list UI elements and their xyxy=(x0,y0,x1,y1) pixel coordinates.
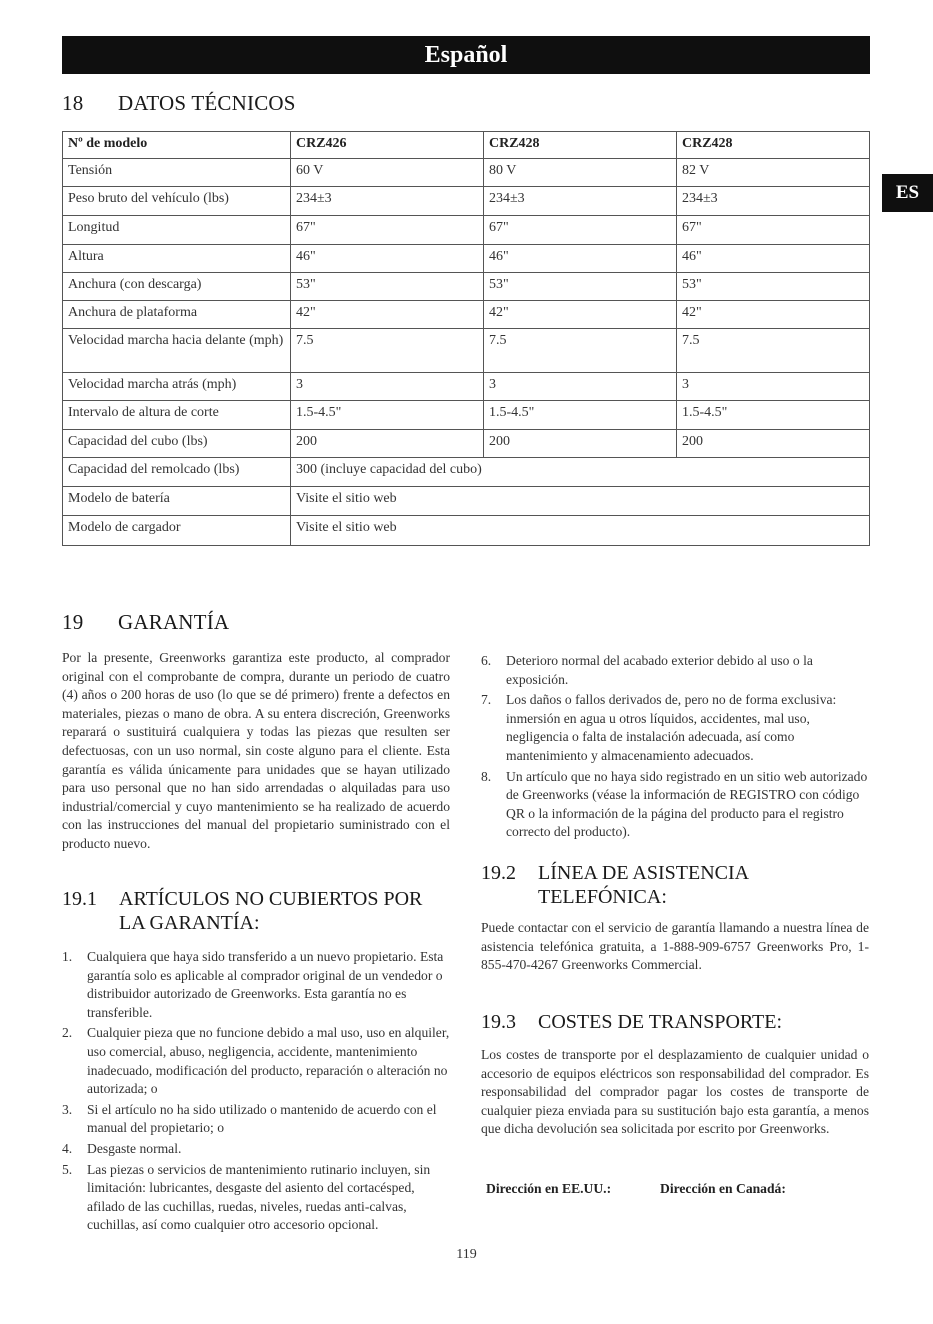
section-number: 18 xyxy=(62,91,84,115)
section-18-heading xyxy=(62,91,296,116)
table-row xyxy=(63,401,870,430)
language-banner: Español xyxy=(62,36,870,74)
spec-value-cell: 53" xyxy=(291,273,484,301)
spec-label-cell: Velocidad marcha hacia delante (mph) xyxy=(63,329,291,373)
table-row xyxy=(63,245,870,273)
spec-value-cell: 53" xyxy=(677,273,870,301)
section-number: 19.2 xyxy=(481,862,516,884)
list-item: 3. Si el artículo no ha sido utilizado o mantenido de acuerdo con el manual del propietario; o xyxy=(62,1101,437,1136)
list-item: 5. Las piezas o servicios de mantenimiento rutinario incluyen, sin limitación: lubricantes, desgaste del asiento del cortacésped, afilado de las cuchillas, ruedas, niveles, ruedas anti-calvas, cuchillas, así como cualquier otro accesorio opcional. xyxy=(62,1161,431,1233)
spec-value-cell: 7.5 xyxy=(677,329,870,373)
spec-value-cell: 3 xyxy=(484,373,677,401)
spec-label-cell: Velocidad marcha atrás (mph) xyxy=(63,373,291,401)
section-number: 19 xyxy=(62,610,84,634)
spec-label-cell: Modelo de batería xyxy=(63,487,291,516)
spec-value-cell: 1.5-4.5" xyxy=(291,401,484,430)
model-header-cell: CRZ426 xyxy=(291,132,484,159)
spec-label-cell: Longitud xyxy=(63,216,291,245)
canada-address-label: Dirección en Canadá: xyxy=(660,1181,786,1196)
spec-value-cell: 46" xyxy=(677,245,870,273)
spec-value-cell: 234±3 xyxy=(677,187,870,216)
spec-value-cell: 3 xyxy=(291,373,484,401)
us-address-label: Dirección en EE.UU.: xyxy=(486,1181,612,1196)
section-number: 19.1 xyxy=(62,888,97,910)
table-row xyxy=(63,273,870,301)
list-item: 4. Desgaste normal. xyxy=(62,1140,182,1156)
page-number: 119 xyxy=(456,1247,477,1262)
spec-label-cell: Tensión xyxy=(63,159,291,187)
list-item: 2. Cualquier pieza que no funcione debido a mal uso, uso en alquiler, uso comercial, abuso, negligencia, accidente, mantenimiento inadecuado, modificación del producto, reparación o alteración no autorizada; o xyxy=(62,1025,450,1097)
spec-value-cell: 42" xyxy=(291,301,484,329)
table-row xyxy=(63,301,870,329)
spec-value-cell: 200 xyxy=(677,430,870,458)
transport-paragraph: Los costes de transporte por el desplazamiento de cualquier unidad o accesorio de equipos eléctricos son responsabilidad del comprador. Es responsabilidad del comprador pagar los costes de transporte de cualquier pieza enviada para su sustitución bajo esta garantía, a menos que dicha devolución sea solicitada por escrito por Greenworks. xyxy=(481,1047,869,1137)
spec-value-cell: Visite el sitio web xyxy=(291,516,870,546)
section-title: LÍNEA DE ASISTENCIA TELEFÓNICA: xyxy=(538,862,748,908)
spec-label-cell: Altura xyxy=(63,245,291,273)
spec-table xyxy=(62,131,870,546)
spec-value-cell: 82 V xyxy=(677,159,870,187)
spec-value-cell: 1.5-4.5" xyxy=(484,401,677,430)
table-row xyxy=(63,458,870,487)
spec-label-cell: Anchura (con descarga) xyxy=(63,273,291,301)
spec-value-cell: 67" xyxy=(484,216,677,245)
spec-value-cell: 42" xyxy=(484,301,677,329)
section-number: 19.3 xyxy=(481,1011,516,1033)
spec-value-cell: 67" xyxy=(677,216,870,245)
model-header-cell: CRZ428 xyxy=(677,132,870,159)
spec-value-cell: 67" xyxy=(291,216,484,245)
spec-value-cell: 46" xyxy=(484,245,677,273)
table-row xyxy=(63,487,870,516)
section-19-1-heading xyxy=(62,887,452,935)
spec-label-cell: Peso bruto del vehículo (lbs) xyxy=(63,187,291,216)
table-row xyxy=(63,329,870,373)
header-label-cell: Nº de modelo xyxy=(63,132,291,159)
spec-value-cell: 3 xyxy=(677,373,870,401)
not-covered-list-right xyxy=(481,652,869,844)
spec-value-cell: 60 V xyxy=(291,159,484,187)
section-19-2-heading xyxy=(481,861,871,909)
spec-value-cell: 1.5-4.5" xyxy=(677,401,870,430)
warranty-paragraph: Por la presente, Greenworks garantiza este producto, al comprador original con el comprobante de compra, durante un periodo de cuatro (4) años o 200 horas de uso (lo que se dé primero) frente a defectos en materiales, piezas o mano de obra. A su entera discreción, Greenworks reparará o sustituirá cualquiera y todas las piezas que resulten ser defectuosas, con un uso normal, sin coste alguno para el cliente. Esta garantía es válida únicamente para unidades que se hayan utilizado para uso personal que no han sido arrendadas o alquiladas para uso industrial/comercial y cuyo mantenimiento se ha realizado de acuerdo con las instrucciones del manual del propietario suministrado con el producto nuevo. xyxy=(62,650,450,851)
spec-value-cell: 234±3 xyxy=(291,187,484,216)
helpline-paragraph: Puede contactar con el servicio de garantía llamando a nuestra línea de asistencia telefónica gratuita, a 1-888-909-6757 Greenworks Pro, 1-855-470-4267 Greenworks Commercial. xyxy=(481,920,869,973)
table-row xyxy=(63,159,870,187)
list-item: 6. Deterioro normal del acabado exterior debido al uso o la exposición. xyxy=(481,653,813,687)
spec-value-cell: 53" xyxy=(484,273,677,301)
section-title: GARANTÍA xyxy=(118,610,230,634)
spec-value-cell: Visite el sitio web xyxy=(291,487,870,516)
list-item: 7. Los daños o fallos derivados de, pero no de forma exclusiva: inmersión en agua u otros líquidos, accidentes, mal uso, negligencia o falta de instalación adecuada, así como mantenimiento y almacenamiento adecuados. xyxy=(481,692,837,763)
spec-value-cell: 46" xyxy=(291,245,484,273)
spec-label-cell: Intervalo de altura de corte xyxy=(63,401,291,430)
table-row xyxy=(63,373,870,401)
spec-value-cell: 300 (incluye capacidad del cubo) xyxy=(291,458,870,487)
spec-label-cell: Capacidad del remolcado (lbs) xyxy=(63,458,291,487)
language-tab: ES xyxy=(882,174,933,212)
spec-value-cell: 200 xyxy=(484,430,677,458)
not-covered-list-left xyxy=(62,948,450,1237)
list-item: 8. Un artículo que no haya sido registrado en un sitio web autorizado de Greenworks (véase la información de REGISTRO con código QR o la información de la página del producto para el registro correcto del producto). xyxy=(481,768,868,840)
section-title: COSTES DE TRANSPORTE: xyxy=(538,1011,783,1033)
spec-header-row xyxy=(63,132,870,159)
table-row xyxy=(63,216,870,245)
spec-value-cell: 7.5 xyxy=(484,329,677,373)
model-header-cell: CRZ428 xyxy=(484,132,677,159)
spec-label-cell: Modelo de cargador xyxy=(63,516,291,546)
section-19-heading xyxy=(62,610,229,635)
section-19-3-heading xyxy=(481,1010,871,1034)
spec-value-cell: 234±3 xyxy=(484,187,677,216)
spec-label-cell: Capacidad del cubo (lbs) xyxy=(63,430,291,458)
spec-value-cell: 7.5 xyxy=(291,329,484,373)
spec-label-cell: Anchura de plataforma xyxy=(63,301,291,329)
table-row xyxy=(63,430,870,458)
spec-value-cell: 80 V xyxy=(484,159,677,187)
table-row xyxy=(63,187,870,216)
list-item: 1. Cualquiera que haya sido transferido a un nuevo propietario. Esta garantía solo es aplicable al comprador original de un vendedor o distribuidor autorizado de Greenworks. Esta garantía no es transferible. xyxy=(62,949,444,1020)
spec-value-cell: 200 xyxy=(291,430,484,458)
spec-value-cell: 42" xyxy=(677,301,870,329)
section-title: DATOS TÉCNICOS xyxy=(118,91,296,115)
section-title: ARTÍCULOS NO CUBIERTOS POR LA GARANTÍA: xyxy=(119,888,423,934)
table-row xyxy=(63,516,870,546)
